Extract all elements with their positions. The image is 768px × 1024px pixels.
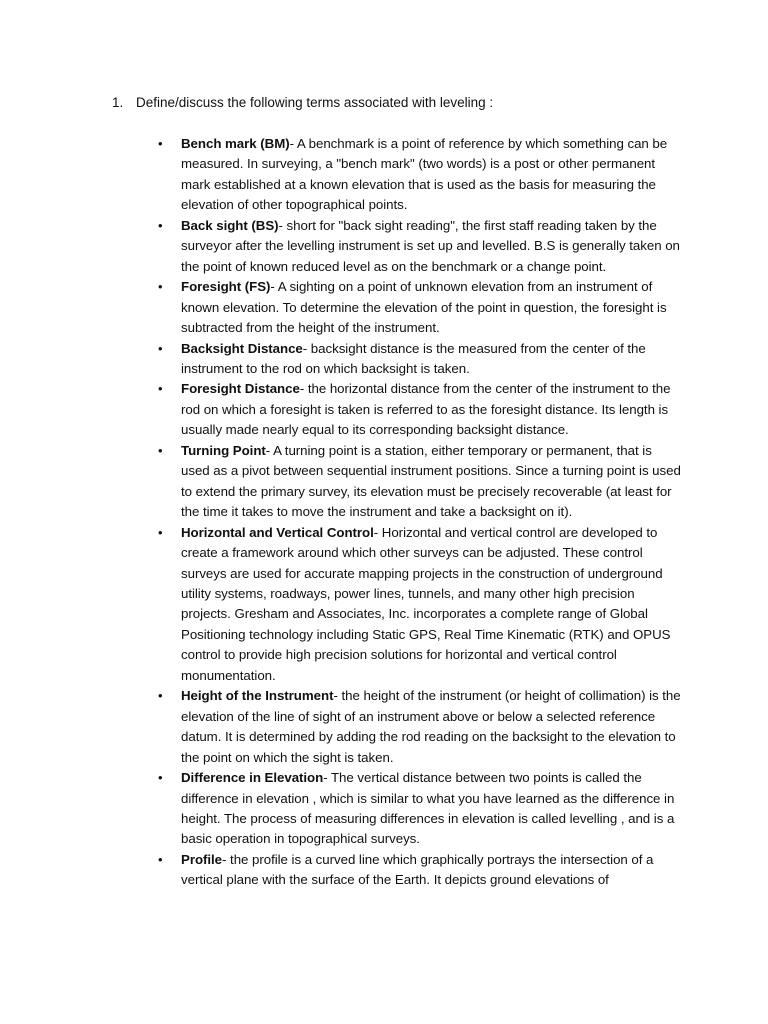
list-item [156, 523, 684, 687]
bullet-icon: • [158, 851, 163, 867]
term-name: Back sight (BS) [181, 217, 279, 233]
list-item [156, 850, 684, 891]
list-item [156, 277, 684, 338]
term-definition: - A benchmark is a point of reference by which something can be measured. In surveying, a "bench mark" (two words) is a post or other permanent mark established at a known elevation that is used as the basis for measuring the elevation of other topographical points. [181, 136, 668, 213]
bullet-icon: • [158, 136, 163, 151]
term-definition: - A sighting on a point of unknown elevation from an instrument of known elevation. To determine the elevation of the point in question, the foresight is subtracted from the height of the instrument. [181, 279, 667, 336]
term-definition: - Horizontal and vertical control are developed to create a framework around which other surveys can be adjusted. These control surveys are used for accurate mapping projects in the construction of underground utility systems, roadways, power lines, tunnels, and many other high precision projects. Gresham and Associates, Inc. incorporates a complete range of Global Positioning technology including Static GPS, Real Time Kinematic (RTK) and OPUS control to provide high precision solutions for horizontal and vertical control monumentation. [181, 524, 671, 683]
bullet-icon: • [158, 442, 163, 458]
term-definition: - short for "back sight reading", the first staff reading taken by the surveyor after the levelling instrument is set up and levelled. B.S is generally taken on the point of known reduced level as on the benchmark or a change point. [181, 217, 680, 274]
list-item [156, 768, 684, 850]
bullet-icon: • [158, 340, 163, 356]
bullet-icon: • [158, 279, 163, 295]
question-heading [112, 93, 493, 113]
terms-list [156, 134, 684, 891]
term-definition: - the profile is a curved line which graphically portrays the intersection of a vertical plane with the surface of the Earth. It depicts ground elevations of [181, 851, 654, 888]
term-name: Profile [181, 851, 223, 867]
question-number: 1. [112, 95, 124, 110]
term-definition: - the height of the instrument (or height of collimation) is the elevation of the line of sight of an instrument above or below a selected reference datum. It is determined by adding the rod reading on the backsight to the elevation to the point on which the sight is taken. [181, 688, 681, 765]
bullet-icon: • [158, 381, 163, 397]
question-text: Define/discuss the following terms associated with leveling : [136, 95, 494, 110]
term-definition: - A turning point is a station, either temporary or permanent, that is used as a pivot between sequential instrument positions. Since a turning point is used to extend the primary survey, its elevation must be precisely recoverable (at least for the time it takes to move the instrument and take a backsight on it). [181, 442, 681, 520]
list-item [156, 686, 684, 768]
term-name: Bench mark (BM) [181, 136, 290, 151]
term-definition: - the horizontal distance from the center of the instrument to the rod on which a foresight is taken is referred to as the foresight distance. Its length is usually made nearly equal to its corresponding backsight distance. [181, 381, 671, 438]
term-definition: - backsight distance is the measured from the center of the instrument to the rod on which backsight is taken. [181, 340, 646, 376]
term-definition: - The vertical distance between two points is called the difference in elevation , which is similar to what you have learned as the difference in height. The process of measuring differences in elevation is called levelling , and is a basic operation in topographical surveys. [181, 770, 675, 847]
term-name: Foresight (FS) [181, 279, 271, 295]
list-item [156, 441, 684, 523]
list-item [156, 339, 684, 380]
term-name: Foresight Distance [181, 381, 300, 397]
bullet-icon: • [158, 217, 163, 233]
bullet-icon: • [158, 524, 163, 540]
term-name: Horizontal and Vertical Control [181, 524, 374, 540]
term-name: Turning Point [181, 442, 266, 458]
list-item [156, 216, 684, 277]
term-name: Difference in Elevation [181, 770, 324, 786]
bullet-icon: • [158, 770, 163, 786]
term-name: Height of the Instrument [181, 688, 334, 704]
term-name: Backsight Distance [181, 340, 303, 356]
list-item [156, 134, 684, 216]
bullet-icon: • [158, 688, 163, 704]
list-item [156, 379, 684, 440]
